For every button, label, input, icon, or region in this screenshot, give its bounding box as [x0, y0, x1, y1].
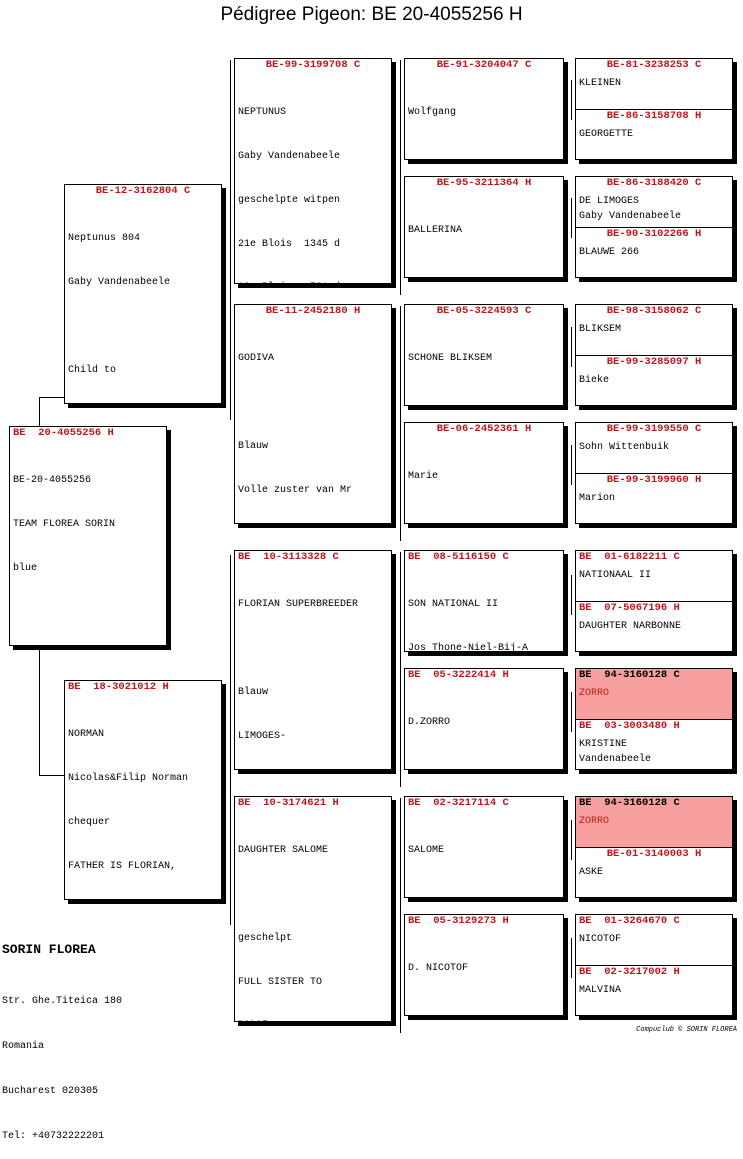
detail-line: Wolfgang [408, 107, 457, 119]
pigeon-name: KRISTINE Vandenabeele [579, 739, 652, 765]
pigeon-details [408, 441, 561, 524]
granddam-paternal-card[interactable] [234, 304, 392, 524]
pigeon-name: BLAUWE 266 [579, 247, 640, 258]
ring-number: BE-06-2452361 H [436, 423, 532, 435]
ring-number: BE-99-3199708 C [265, 59, 361, 71]
gen4-pair-card[interactable] [575, 914, 733, 1016]
connector-line [571, 198, 572, 238]
pigeon-name: KLEINEN [579, 78, 622, 89]
ring-number: BE 10-3174621 H [238, 797, 339, 809]
subject-pigeon-card[interactable] [9, 426, 167, 646]
pigeon-name: ZORRO [579, 816, 610, 827]
connector-line [400, 552, 401, 787]
ring-number: BE-81-3238253 C [606, 59, 702, 71]
ring-number: BE-99-3199550 C [606, 423, 702, 435]
ring-number: BE 03-3003480 H [579, 720, 680, 732]
gen3-card[interactable] [404, 668, 564, 770]
detail-line: Jos Thone-Niel-Bij-A [408, 642, 529, 652]
ring-number: BE-98-3158062 C [606, 305, 702, 317]
female-section [576, 355, 732, 406]
female-section [576, 719, 732, 770]
ring-number: BE 10-3113328 C [238, 551, 339, 563]
ring-number: BE 07-5067196 H [579, 602, 680, 614]
gen3-card[interactable] [404, 58, 564, 160]
ring-number: BE 02-3217114 C [408, 797, 509, 809]
sire-card[interactable] [64, 184, 222, 404]
detail-line: 21e Blois 1345 d [238, 238, 341, 250]
detail-line [238, 281, 389, 284]
connector-line [230, 60, 231, 420]
pigeon-details [408, 323, 561, 406]
breeder-contact [2, 964, 122, 1159]
female-section [576, 227, 732, 278]
detail-line: FULL SISTER TO [238, 976, 323, 988]
ring-number: BE-01-3140003 H [606, 848, 702, 860]
ring-number: BE 05-3222414 H [408, 669, 509, 681]
gen3-card[interactable] [404, 796, 564, 898]
detail-line: SCHONE BLIKSEM [408, 353, 493, 365]
dam-card[interactable] [64, 680, 222, 900]
ring-number: BE 20-4055256 H [13, 427, 114, 439]
ring-number: BE 01-3264670 C [579, 915, 680, 927]
connector-line [39, 397, 40, 427]
connector-line [400, 306, 401, 541]
connector-line [571, 445, 572, 485]
pigeon-name: GEORGETTE [579, 129, 634, 140]
granddam-maternal-card[interactable] [234, 796, 392, 1022]
ring-number: BE-11-2452180 H [265, 305, 361, 317]
detail-line: LIMOGES- [238, 730, 287, 742]
page-title: Pédigree Pigeon: BE 20-4055256 H [220, 4, 523, 25]
pigeon-name: NICOTOF [579, 934, 622, 945]
pigeon-name: Sohn Wittenbuik [579, 442, 670, 453]
copyright-footer: Compuclub © SORIN FLOREA [636, 1026, 737, 1034]
female-section [576, 109, 732, 160]
pigeon-name: DAUGHTER NARBONNE [579, 621, 682, 632]
detail-line: D.ZORRO [408, 717, 451, 729]
gen4-pair-card[interactable] [575, 176, 733, 278]
pigeon-details [408, 569, 561, 652]
ring-number: BE-05-3224593 C [436, 305, 532, 317]
breeder-country: Romania [2, 1041, 45, 1052]
pigeon-details [408, 687, 561, 770]
pigeon-details [408, 815, 561, 898]
connector-line [571, 575, 572, 615]
gen3-card[interactable] [404, 304, 564, 406]
gen4-pair-card[interactable] [575, 304, 733, 406]
gen4-pair-card[interactable] [575, 796, 733, 898]
ring-number: BE 18-3021012 H [68, 681, 169, 693]
detail-line [238, 888, 389, 903]
ring-number: BE 01-6182211 C [579, 551, 680, 563]
detail-line [408, 888, 561, 898]
detail-line: geschelpte witpen [238, 194, 341, 206]
connector-line [400, 798, 401, 1033]
pigeon-details [408, 195, 561, 278]
detail-line [238, 1019, 389, 1022]
ring-number: BE 05-3129273 H [408, 915, 509, 927]
detail-line: Volle zuster van Mr [238, 484, 353, 496]
pigeon-name: NATIONAAL II [579, 570, 652, 581]
gen4-pair-card[interactable] [575, 668, 733, 770]
connector-line [400, 60, 401, 295]
pigeon-name: MALVINA [579, 985, 622, 996]
breeder-name: SORIN FLOREA [2, 942, 96, 957]
ring-number: BE-99-3285097 H [606, 356, 702, 368]
connector-line [571, 820, 572, 860]
detail-line [408, 396, 561, 406]
detail-line: NEPTUNUS [238, 107, 287, 119]
detail-line: Nicolas&Filip Norman [68, 772, 189, 784]
detail-line [238, 396, 389, 411]
detail-line: chequer [68, 816, 111, 828]
detail-line: Marie [408, 471, 439, 483]
gen4-pair-card[interactable] [575, 550, 733, 652]
ring-number: BE-90-3102266 H [606, 228, 702, 240]
pigeon-details [408, 933, 561, 1016]
connector-line [571, 938, 572, 978]
detail-line: BE-20-4055256 [13, 475, 92, 487]
detail-line: FATHER IS FLORIAN, [68, 860, 177, 872]
pigeon-name: BLIKSEM [579, 324, 622, 335]
connector-line [39, 775, 65, 776]
detail-line: GODIVA [238, 353, 275, 365]
female-section [576, 965, 732, 1016]
pigeon-name: Bieke [579, 375, 610, 386]
pigeon-details [238, 77, 389, 284]
grandsire-paternal-card[interactable] [234, 58, 392, 284]
ring-number: BE-86-3188420 C [606, 177, 702, 189]
detail-line [408, 1006, 561, 1016]
detail-line: Blauw [238, 440, 269, 452]
ring-number: BE 08-5116150 C [408, 551, 509, 563]
ring-number: BE-95-3211364 H [436, 177, 532, 189]
detail-line: Gaby Vandenabeele [68, 276, 171, 288]
female-section [576, 473, 732, 524]
detail-line: D. NICOTOF [408, 963, 469, 975]
pigeon-name: Marion [579, 493, 616, 504]
detail-line: geschelpt [238, 932, 293, 944]
ring-number: BE-99-3199960 H [606, 474, 702, 486]
connector-line [39, 645, 40, 775]
pigeon-details [238, 323, 389, 524]
connector-line [39, 397, 65, 398]
ring-number: BE-91-3204047 C [436, 59, 532, 71]
detail-line: BALLERINA [408, 225, 463, 237]
gen3-card[interactable] [404, 550, 564, 652]
ring-number: BE 94-3160128 C [579, 669, 680, 681]
ring-number: BE 02-3217002 H [579, 966, 680, 978]
detail-line [68, 320, 219, 335]
breeder-phone: Tel: +40732222201 [2, 1131, 105, 1142]
connector-line [571, 327, 572, 367]
ring-number: BE-86-3158708 H [606, 110, 702, 122]
gen4-pair-card[interactable] [575, 422, 733, 524]
gen3-card[interactable] [404, 176, 564, 278]
pigeon-details [68, 203, 219, 404]
detail-line [408, 760, 561, 770]
gen3-card[interactable] [404, 422, 564, 524]
detail-line [238, 642, 389, 657]
ring-number: BE-12-3162804 C [95, 185, 191, 197]
pigeon-details [408, 77, 561, 160]
pigeon-details [238, 815, 389, 1022]
breeder-city: Bucharest 020305 [2, 1086, 99, 1097]
female-section [576, 847, 732, 898]
detail-line: NORMAN [68, 729, 105, 741]
pigeon-details [68, 699, 219, 900]
detail-line [408, 514, 561, 524]
connector-line [571, 692, 572, 732]
detail-line [408, 268, 561, 278]
pigeon-details [238, 569, 389, 770]
detail-line: SON NATIONAL II [408, 599, 499, 611]
detail-line [408, 150, 561, 160]
detail-line: Neptunus 804 [68, 233, 141, 245]
female-section [576, 601, 732, 652]
connector-line [230, 555, 231, 925]
grandsire-maternal-card[interactable] [234, 550, 392, 770]
detail-line: FLORIAN SUPERBREEDER [238, 599, 359, 611]
detail-line: SALOME [408, 845, 445, 857]
pigeon-name: DE LIMOGES Gaby Vandenabeele [579, 196, 682, 222]
detail-line: Gaby Vandenabeele [238, 150, 341, 162]
pigeon-name: ASKE [579, 867, 604, 878]
detail-line: Child to [68, 364, 117, 376]
detail-line: Blauw [238, 686, 269, 698]
detail-line: TEAM FLOREA SORIN [13, 518, 116, 530]
pigeon-name: ZORRO [579, 688, 610, 699]
detail-line: blue [13, 562, 38, 574]
pigeon-details [13, 445, 164, 606]
breeder-address: Str. Ghe.Titeica 180 [2, 996, 123, 1007]
connector-line [571, 80, 572, 120]
gen4-pair-card[interactable] [575, 58, 733, 160]
gen3-card[interactable] [404, 914, 564, 1016]
ring-number: BE 94-3160128 C [579, 797, 680, 809]
detail-line: DAUGHTER SALOME [238, 845, 329, 857]
